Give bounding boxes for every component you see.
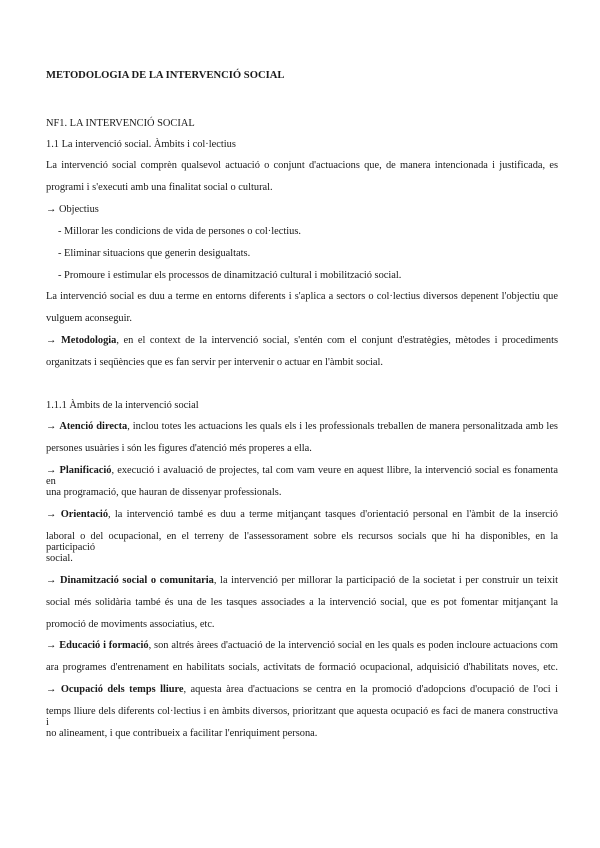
ambit-paragraph-line: social. bbox=[46, 553, 73, 564]
ambit-text: , la intervenció també es duu a terme mitjançant tasques d'orientació personal en l'àmbit de la inserció bbox=[108, 509, 558, 520]
ambit-paragraph-line bbox=[46, 575, 558, 586]
arrow-glyph: → bbox=[46, 640, 60, 651]
objectiu-item: - Eliminar situacions que generin desigualtats. bbox=[58, 248, 251, 259]
ambit-text: , aquesta àrea d'actuacions se centra en la promoció d'adopcions d'ocupació de l'oci i bbox=[183, 684, 558, 695]
ambit-paragraph-line: no alineament, i que contribueix a facilitar l'enriquiment persona. bbox=[46, 728, 318, 739]
unit-heading: NF1. LA INTERVENCIÓ SOCIAL bbox=[46, 118, 195, 129]
arrow-glyph: → bbox=[46, 465, 60, 476]
ambit-term: Atenció directa bbox=[59, 421, 128, 432]
arrow-glyph: → bbox=[46, 335, 61, 346]
arrow-glyph: → bbox=[46, 509, 61, 520]
ambit-text: , inclou totes les actuacions les quals els i les professionals treballen de manera personalitzada amb les bbox=[127, 421, 558, 432]
ambit-term: Educació i formació bbox=[59, 640, 149, 651]
ambit-paragraph-line: laboral o del ocupacional, en el terreny de l'assessorament sobre els recursos socials que hi ha disponibles, en la participació bbox=[46, 531, 558, 553]
ambit-paragraph-line bbox=[46, 465, 558, 487]
metodologia-text: , en el context de la intervenció social, s'entén com el conjunt d'estratègies, mètodes i procediments bbox=[116, 335, 558, 346]
document-title: METODOLOGIA DE LA INTERVENCIÓ SOCIAL bbox=[46, 70, 285, 81]
intro-paragraph-line: programi i s'executi amb una finalitat social o cultural. bbox=[46, 182, 273, 193]
arrow-glyph: → bbox=[46, 684, 61, 695]
ambit-paragraph-line: ara programes d'entrenament en habilitats socials, activitats de formació ocupacional, adquisició d'habilitats noves, etc. bbox=[46, 662, 558, 673]
intro-paragraph-line: La intervenció social comprèn qualsevol actuació o conjunt d'actuacions que, de manera intencionada i justificada, es bbox=[46, 160, 558, 171]
ambit-paragraph-line bbox=[46, 509, 558, 520]
ambit-paragraph-line bbox=[46, 684, 558, 695]
ambit-paragraph-line bbox=[46, 421, 558, 432]
objectiu-item: - Millorar les condicions de vida de persones o col·lectius. bbox=[58, 226, 301, 237]
objectiu-item: - Promoure i estimular els processos de dinamització cultural i mobilització social. bbox=[58, 270, 402, 281]
metodologia-term: Metodologia bbox=[60, 335, 117, 346]
ambit-term: Ocupació dels temps lliure bbox=[60, 684, 184, 695]
metodologia-paragraph-line bbox=[46, 335, 558, 346]
ambit-text: , execució i avaluació de projectes, tal com vam veure en aquest llibre, la intervenció social es fonamenta en bbox=[46, 465, 558, 487]
ambit-paragraph-line: temps lliure dels diferents col·lectius i en àmbits diversos, prioritzant que aquesta ocupació es faci de manera constructiva i bbox=[46, 706, 558, 728]
arrow-glyph: → bbox=[46, 575, 60, 586]
ambit-paragraph-line: social més solidària també és una de les tasques associades a la intervenció social, que es pot fomentar mitjançant la bbox=[46, 597, 558, 608]
section-heading-1-1-1: 1.1.1 Àmbits de la intervenció social bbox=[46, 400, 199, 411]
ambit-paragraph-line: persones usuàries i són les figures d'atenció més properes a ella. bbox=[46, 443, 312, 454]
ambit-paragraph-line bbox=[46, 640, 558, 651]
metodologia-paragraph-line: organitzats i seqüències que es fan servir per intervenir o actuar en l'àmbit social. bbox=[46, 357, 383, 368]
sectors-paragraph-line: La intervenció social es duu a terme en entorns diferents i s'aplica a sectors o col·lectius diversos depenent l'objectiu que bbox=[46, 291, 558, 302]
arrow-glyph: → bbox=[46, 421, 60, 432]
ambit-term: Planificació bbox=[59, 465, 112, 476]
section-heading-1-1: 1.1 La intervenció social. Àmbits i col·lectius bbox=[46, 139, 236, 150]
ambit-paragraph-line: una programació, que hauran de dissenyar professionals. bbox=[46, 487, 282, 498]
objectius-label: → Objectius bbox=[46, 204, 99, 215]
ambit-text: , son altrés àrees d'actuació de la intervenció social en les quals es poden incloure actuacions com bbox=[148, 640, 558, 651]
sectors-paragraph-line: vulguem aconseguir. bbox=[46, 313, 132, 324]
ambit-text: , la intervenció per millorar la participació de la societat i per construir un teixit bbox=[213, 575, 558, 586]
ambit-term: Orientació bbox=[60, 509, 109, 520]
ambit-paragraph-line: promoció de moviments associatius, etc. bbox=[46, 619, 215, 630]
ambit-term: Dinamització social o comunitaria bbox=[59, 575, 214, 586]
